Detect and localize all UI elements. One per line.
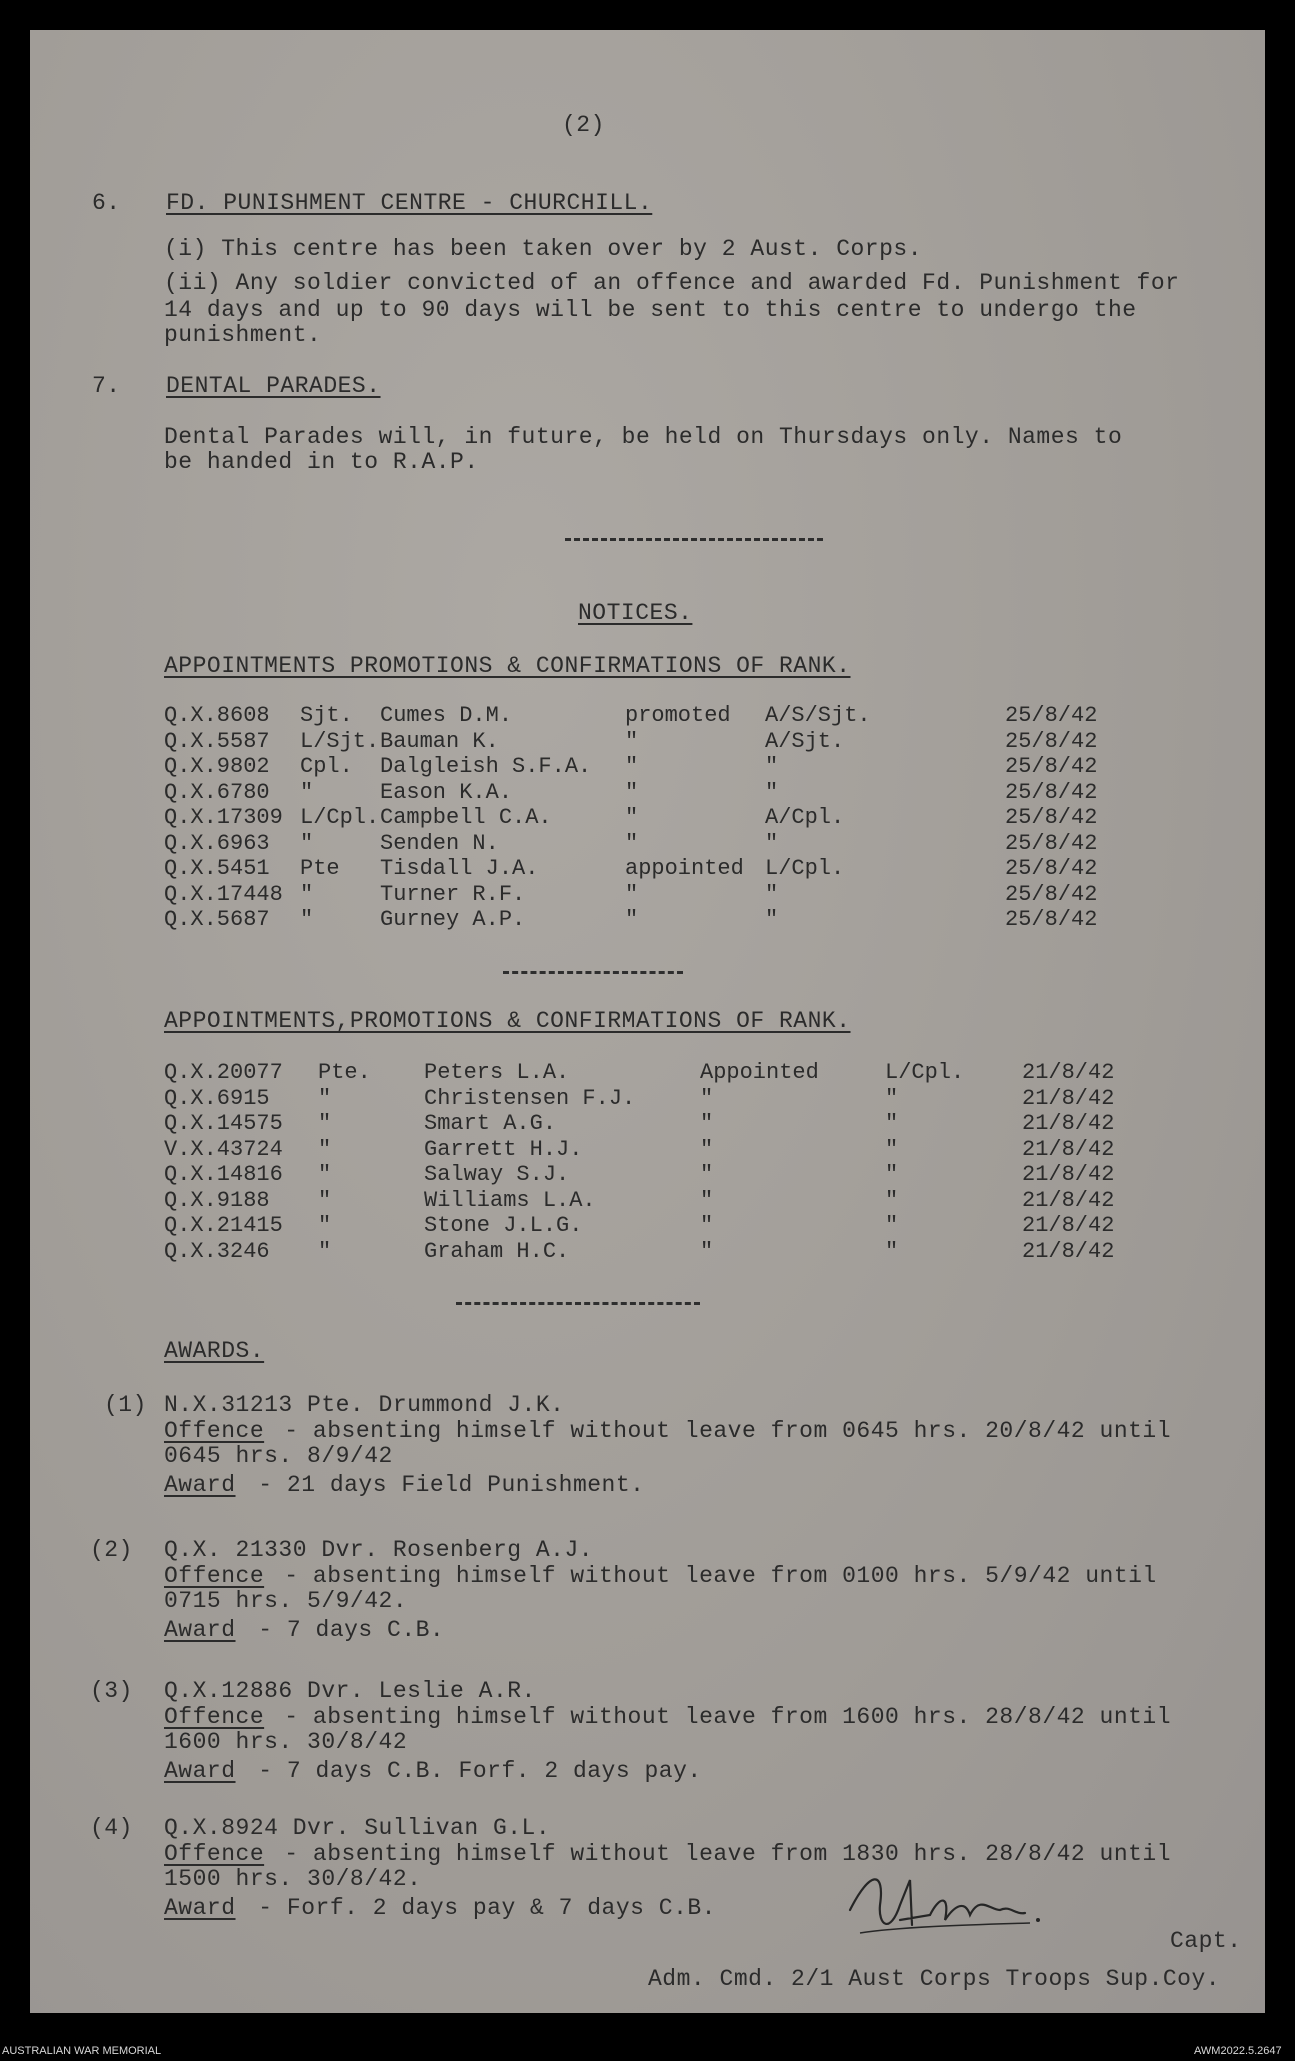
table-cell-no: Q.X.6915 [164, 1085, 270, 1111]
table-cell-name: Cumes D.M. [380, 703, 513, 728]
table-cell-rank: " [300, 907, 314, 932]
table-cell-no: Q.X.5687 [164, 907, 270, 932]
award-text: - 21 days Field Punishment. [244, 1472, 645, 1498]
table-cell-action: " [625, 830, 639, 856]
table-cell-date: 25/8/42 [1005, 703, 1098, 728]
signature-rank: Capt. [1170, 1928, 1242, 1954]
table-cell-rank: " [318, 1111, 332, 1136]
table-cell-date: 25/8/42 [1005, 754, 1098, 779]
table-cell-action: " [700, 1187, 714, 1213]
table-2-heading: APPOINTMENTS,PROMOTIONS & CONFIRMATIONS OF RANK. [164, 1008, 851, 1034]
table-cell-rank: " [318, 1085, 332, 1111]
table-cell-no: Q.X.6780 [164, 779, 270, 805]
table-cell-name: Salway S.J. [424, 1162, 570, 1187]
table-cell-date: 21/8/42 [1022, 1085, 1115, 1111]
award-number: (4) [90, 1815, 133, 1841]
table-cell-to: " [885, 1162, 899, 1187]
table-cell-to: " [885, 1238, 899, 1264]
table-cell-to: " [885, 1213, 899, 1238]
table-cell-no: V.X.43724 [164, 1136, 283, 1162]
table-cell-to: " [765, 881, 779, 907]
table-cell-no: Q.X.8608 [164, 703, 270, 728]
award-text: - 7 days C.B. [244, 1617, 445, 1643]
section-7-line: be handed in to R.A.P. [164, 449, 479, 475]
table-cell-date: 21/8/42 [1022, 1238, 1115, 1264]
table-cell-rank: Cpl. [300, 754, 353, 779]
offence-text: - absenting himself without leave from 1600 hrs. 28/8/42 until [270, 1704, 1172, 1730]
table-cell-rank: Pte. [318, 1060, 371, 1085]
table-cell-name: Campbell C.A. [380, 805, 552, 830]
award-label: Award [164, 1472, 236, 1498]
table-cell-to: " [765, 907, 779, 932]
table-cell-name: Garrett H.J. [424, 1136, 583, 1162]
table-1-heading: APPOINTMENTS PROMOTIONS & CONFIRMATIONS OF RANK. [164, 653, 851, 679]
offence-text: - absenting himself without leave from 0645 hrs. 20/8/42 until [270, 1418, 1172, 1444]
table-cell-no: Q.X.5451 [164, 856, 270, 881]
award-number: (2) [90, 1537, 133, 1563]
table-cell-action: " [700, 1136, 714, 1162]
table-cell-action: " [625, 805, 639, 830]
signature-unit: Adm. Cmd. 2/1 Aust Corps Troops Sup.Coy. [648, 1966, 1221, 1992]
offence-text: 1600 hrs. 30/8/42 [164, 1729, 408, 1755]
table-cell-name: Christensen F.J. [424, 1085, 636, 1111]
table-cell-name: Peters L.A. [424, 1060, 570, 1085]
table-cell-date: 25/8/42 [1005, 779, 1098, 805]
table-cell-date: 21/8/42 [1022, 1187, 1115, 1213]
table-cell-action: " [625, 728, 639, 754]
offence-text: - absenting himself without leave from 0100 hrs. 5/9/42 until [270, 1563, 1157, 1589]
table-cell-date: 21/8/42 [1022, 1111, 1115, 1136]
page-number: (2) [562, 112, 605, 138]
table-cell-no: Q.X.17309 [164, 805, 283, 830]
table-cell-rank: " [300, 779, 314, 805]
award-soldier: N.X.31213 Pte. Drummond J.K. [164, 1392, 565, 1418]
table-cell-name: Dalgleish S.F.A. [380, 754, 592, 779]
award-soldier: Q.X.12886 Dvr. Leslie A.R. [164, 1678, 536, 1704]
offence-text: - absenting himself without leave from 1830 hrs. 28/8/42 until [270, 1841, 1172, 1867]
table-cell-rank: L/Sjt. [300, 728, 380, 754]
table-cell-no: Q.X.9188 [164, 1187, 270, 1213]
table-cell-rank: " [300, 830, 314, 856]
table-cell-action: appointed [625, 856, 744, 881]
table-cell-action: " [625, 754, 639, 779]
table-cell-date: 25/8/42 [1005, 728, 1098, 754]
table-cell-to: " [765, 779, 779, 805]
table-cell-name: Williams L.A. [424, 1187, 596, 1213]
separator-line [456, 1302, 700, 1305]
table-cell-action: " [700, 1111, 714, 1136]
table-cell-to: " [885, 1111, 899, 1136]
archive-reference: AWM2022.5.2647 [1194, 2045, 1282, 2057]
table-cell-rank: " [300, 881, 314, 907]
table-cell-date: 25/8/42 [1005, 907, 1098, 932]
table-cell-name: Stone J.L.G. [424, 1213, 583, 1238]
award-number: (1) [104, 1392, 147, 1418]
table-cell-action: " [700, 1238, 714, 1264]
table-cell-action: " [625, 907, 639, 932]
table-cell-rank: " [318, 1213, 332, 1238]
table-cell-no: Q.X.14816 [164, 1162, 283, 1187]
table-cell-to: L/Cpl. [765, 856, 845, 881]
notices-heading: NOTICES. [578, 600, 693, 626]
table-cell-no: Q.X.17448 [164, 881, 283, 907]
section-6-line: punishment. [164, 322, 322, 348]
table-cell-no: Q.X.6963 [164, 830, 270, 856]
table-cell-no: Q.X.14575 [164, 1111, 283, 1136]
table-cell-rank: Sjt. [300, 703, 353, 728]
table-cell-name: Graham H.C. [424, 1238, 570, 1264]
table-cell-action: " [700, 1085, 714, 1111]
table-cell-action: " [625, 779, 639, 805]
table-cell-date: 25/8/42 [1005, 856, 1098, 881]
table-cell-date: 25/8/42 [1005, 830, 1098, 856]
table-cell-name: Eason K.A. [380, 779, 513, 805]
table-cell-date: 25/8/42 [1005, 881, 1098, 907]
table-cell-date: 21/8/42 [1022, 1060, 1115, 1085]
award-text: - Forf. 2 days pay & 7 days C.B. [244, 1895, 716, 1921]
table-cell-name: Bauman K. [380, 728, 499, 754]
table-cell-action: " [625, 881, 639, 907]
table-cell-rank: " [318, 1187, 332, 1213]
section-6-line: (i) This centre has been taken over by 2 Aust. Corps. [164, 236, 923, 262]
table-cell-no: Q.X.5587 [164, 728, 270, 754]
offence-label: Offence [164, 1841, 265, 1867]
section-7-line: Dental Parades will, in future, be held on Thursdays only. Names to [164, 424, 1123, 450]
offence-text: 0645 hrs. 8/9/42 [164, 1443, 393, 1469]
award-text: - 7 days C.B. Forf. 2 days pay. [244, 1758, 702, 1784]
table-cell-to: " [885, 1187, 899, 1213]
table-cell-date: 21/8/42 [1022, 1213, 1115, 1238]
offence-label: Offence [164, 1563, 265, 1589]
award-soldier: Q.X. 21330 Dvr. Rosenberg A.J. [164, 1537, 594, 1563]
table-cell-to: " [765, 754, 779, 779]
section-6-heading: FD. PUNISHMENT CENTRE - CHURCHILL. [166, 190, 653, 216]
table-cell-action: " [700, 1213, 714, 1238]
table-cell-action: Appointed [700, 1060, 819, 1085]
table-cell-name: Turner R.F. [380, 881, 526, 907]
offence-text: 1500 hrs. 30/8/42. [164, 1866, 422, 1892]
award-label: Award [164, 1617, 236, 1643]
award-number: (3) [90, 1678, 133, 1704]
table-cell-to: A/Sjt. [765, 728, 845, 754]
separator-line [503, 971, 683, 974]
table-cell-rank: " [318, 1136, 332, 1162]
table-cell-name: Senden N. [380, 830, 499, 856]
section-6-line: (ii) Any soldier convicted of an offence and awarded Fd. Punishment for [164, 270, 1180, 296]
offence-label: Offence [164, 1704, 265, 1730]
section-7-number: 7. [92, 373, 121, 399]
table-cell-name: Tisdall J.A. [380, 856, 539, 881]
award-label: Award [164, 1758, 236, 1784]
table-cell-date: 21/8/42 [1022, 1136, 1115, 1162]
table-cell-action: " [700, 1162, 714, 1187]
table-cell-to: A/Cpl. [765, 805, 845, 830]
table-cell-to: " [765, 830, 779, 856]
table-cell-to: " [885, 1136, 899, 1162]
table-cell-name: Smart A.G. [424, 1111, 557, 1136]
table-cell-to: " [885, 1085, 899, 1111]
table-cell-action: promoted [625, 703, 731, 728]
table-cell-no: Q.X.20077 [164, 1060, 283, 1085]
separator-line [565, 538, 823, 541]
table-cell-to: L/Cpl. [885, 1060, 965, 1085]
table-cell-no: Q.X.21415 [164, 1213, 283, 1238]
section-7-heading: DENTAL PARADES. [166, 373, 381, 399]
table-cell-rank: " [318, 1238, 332, 1264]
offence-text: 0715 hrs. 5/9/42. [164, 1588, 408, 1614]
table-cell-no: Q.X.3246 [164, 1238, 270, 1264]
table-cell-date: 25/8/42 [1005, 805, 1098, 830]
offence-label: Offence [164, 1418, 265, 1444]
table-cell-rank: " [318, 1162, 332, 1187]
table-cell-rank: Pte [300, 856, 340, 881]
archive-caption: AUSTRALIAN WAR MEMORIAL [2, 2045, 162, 2057]
table-cell-no: Q.X.9802 [164, 754, 270, 779]
award-soldier: Q.X.8924 Dvr. Sullivan G.L. [164, 1815, 551, 1841]
section-6-number: 6. [92, 190, 121, 216]
table-cell-rank: L/Cpl. [300, 805, 380, 830]
table-cell-date: 21/8/42 [1022, 1162, 1115, 1187]
table-cell-name: Gurney A.P. [380, 907, 526, 932]
section-6-line: 14 days and up to 90 days will be sent to this centre to undergo the [164, 297, 1137, 323]
table-cell-to: A/S/Sjt. [765, 703, 871, 728]
awards-heading: AWARDS. [164, 1338, 265, 1364]
award-label: Award [164, 1895, 236, 1921]
handwritten-signature [840, 1865, 1100, 1945]
